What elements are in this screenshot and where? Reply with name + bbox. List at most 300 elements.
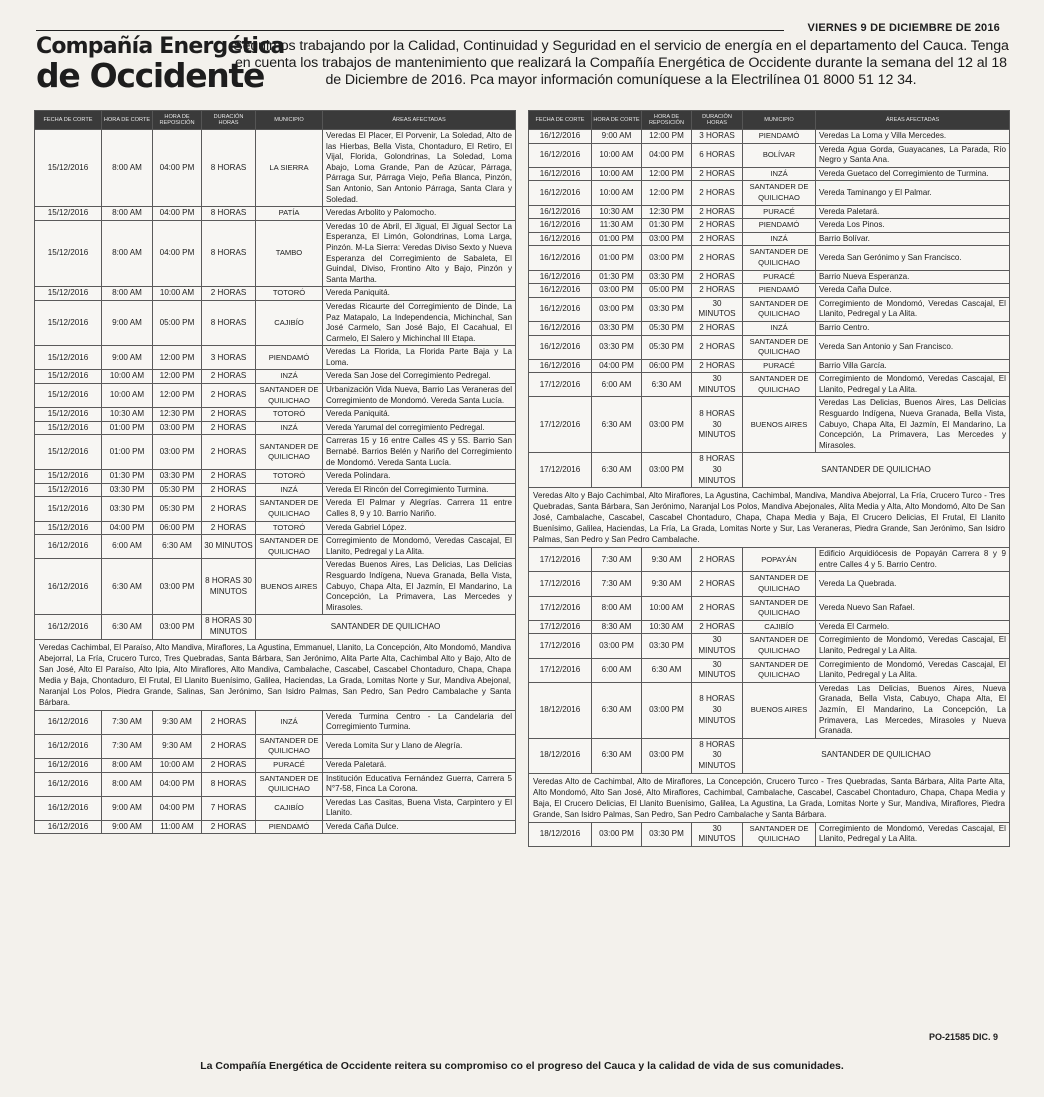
restore-time: 03:30 PM xyxy=(642,634,692,658)
table-row xyxy=(529,453,1010,488)
restore-time: 9:30 AM xyxy=(642,548,692,572)
affected-areas: Corregimiento de Mondomó, Veredas Cascajal, El Llanito, Pedregal y La Alita. xyxy=(816,297,1010,321)
table-row xyxy=(35,521,516,535)
cut-time: 03:30 PM xyxy=(102,497,153,521)
duration: 8 HORAS xyxy=(202,130,256,207)
cut-time: 6:00 AM xyxy=(592,373,642,397)
cut-time: 01:30 PM xyxy=(102,470,153,484)
col-header-duration: DURACIÓN HORAS xyxy=(692,111,743,130)
restore-time: 04:00 PM xyxy=(153,130,202,207)
table-row xyxy=(35,470,516,484)
cut-date: 17/12/2016 xyxy=(529,397,592,453)
cut-time: 10:00 AM xyxy=(592,167,642,181)
duration: 30 MINUTOS xyxy=(692,658,743,682)
col-header-start: HORA DE CORTE xyxy=(592,111,642,130)
cut-time: 8:00 AM xyxy=(102,130,153,207)
duration: 2 HORAS xyxy=(202,384,256,408)
company-logo xyxy=(36,34,285,95)
restore-time: 12:00 PM xyxy=(642,181,692,205)
duration: 2 HORAS xyxy=(692,167,743,181)
duration: 2 HORAS xyxy=(202,287,256,301)
cut-time: 7:30 AM xyxy=(592,572,642,596)
cut-date: 16/12/2016 xyxy=(529,167,592,181)
affected-areas: Barrio Villa García. xyxy=(816,359,1010,373)
cut-date: 16/12/2016 xyxy=(529,205,592,219)
restore-time: 9:30 AM xyxy=(153,710,202,734)
table-row xyxy=(35,421,516,435)
duration: 2 HORAS xyxy=(692,246,743,270)
affected-areas: Veredas La Florida, La Florida Parte Baja y La Loma. xyxy=(323,346,516,370)
table-row xyxy=(529,219,1010,233)
table-row xyxy=(35,758,516,772)
cut-date: 16/12/2016 xyxy=(529,232,592,246)
affected-areas: Vereda Yarumal del corregimiento Pedregal. xyxy=(323,421,516,435)
municipality: SANTANDER DE QUILICHAO xyxy=(256,384,323,408)
restore-time: 6:30 AM xyxy=(153,535,202,559)
cut-time: 8:00 AM xyxy=(102,758,153,772)
cut-date: 15/12/2016 xyxy=(35,470,102,484)
duration: 2 HORAS xyxy=(202,470,256,484)
affected-areas: Vereda Paletará. xyxy=(323,758,516,772)
duration: 7 HORAS xyxy=(202,796,256,820)
table-row xyxy=(529,596,1010,620)
municipality: SANTANDER DE QUILICHAO xyxy=(743,822,816,846)
cut-time: 8:00 AM xyxy=(102,220,153,287)
duration: 6 HORAS xyxy=(692,143,743,167)
restore-time: 9:30 AM xyxy=(153,734,202,758)
duration: 8 HORAS xyxy=(202,300,256,345)
col-header-municipality: MUNICIPIO xyxy=(743,111,816,130)
duration: 2 HORAS xyxy=(202,734,256,758)
cut-date: 16/12/2016 xyxy=(35,796,102,820)
affected-areas: Veredas Arbolito y Palomocho. xyxy=(323,207,516,221)
restore-time: 12:30 PM xyxy=(153,408,202,422)
cut-time: 9:00 AM xyxy=(102,796,153,820)
affected-areas: Corregimiento de Mondomó, Veredas Cascajal, El Llanito, Pedregal y La Alita. xyxy=(816,822,1010,846)
duration: 8 HORAS xyxy=(202,220,256,287)
restore-time: 03:30 PM xyxy=(642,270,692,284)
duration: 2 HORAS xyxy=(202,521,256,535)
cut-time: 8:00 AM xyxy=(102,772,153,796)
affected-areas: Urbanización Vida Nueva, Barrio Las Veraneras del Corregimiento de Mondomó. Vereda Santa Lucía. xyxy=(323,384,516,408)
table-row xyxy=(35,559,516,615)
table-row xyxy=(529,682,1010,738)
restore-time: 03:30 PM xyxy=(153,470,202,484)
duration: 3 HORAS xyxy=(692,130,743,144)
duration: 2 HORAS xyxy=(692,284,743,298)
municipality: PIENDAMÓ xyxy=(256,820,323,834)
table-row xyxy=(529,232,1010,246)
restore-time: 05:30 PM xyxy=(642,335,692,359)
municipality: SANTANDER DE QUILICHAO xyxy=(256,497,323,521)
restore-time: 06:00 PM xyxy=(642,359,692,373)
affected-areas: Veredas Las Delicias, Buenos Aires, Nueva Granada, Bella Vista, Cabuyo, Chapa Alta, El Jazmín, El Mandarino, La Concepción, La Primavera, Las Mercedes, Mirasoles y Nueva Granada. xyxy=(816,682,1010,738)
table-row xyxy=(35,497,516,521)
restore-time: 12:30 PM xyxy=(642,205,692,219)
cut-time: 03:30 PM xyxy=(102,483,153,497)
restore-time: 12:00 PM xyxy=(153,384,202,408)
cut-time: 8:00 AM xyxy=(102,207,153,221)
municipality: BUENOS AIRES xyxy=(743,682,816,738)
municipality: SANTANDER DE QUILICHAO xyxy=(256,734,323,758)
municipality: INZÁ xyxy=(743,167,816,181)
municipality: LA SIERRA xyxy=(256,130,323,207)
cut-date: 15/12/2016 xyxy=(35,300,102,345)
restore-time: 03:30 PM xyxy=(642,297,692,321)
cut-time: 04:00 PM xyxy=(102,521,153,535)
cut-date: 15/12/2016 xyxy=(35,521,102,535)
affected-areas: Vereda San Jose del Corregimiento Pedregal. xyxy=(323,370,516,384)
municipality: CAJIBÍO xyxy=(743,620,816,634)
cut-date: 17/12/2016 xyxy=(529,572,592,596)
restore-time: 05:00 PM xyxy=(642,284,692,298)
affected-areas: Vereda Polindara. xyxy=(323,470,516,484)
restore-time: 05:30 PM xyxy=(642,321,692,335)
restore-time: 03:00 PM xyxy=(153,615,202,639)
municipality: SANTANDER DE QUILICHAO xyxy=(743,738,1010,773)
affected-areas: Vereda Taminango y El Palmar. xyxy=(816,181,1010,205)
cut-date: 16/12/2016 xyxy=(529,284,592,298)
duration: 2 HORAS xyxy=(202,483,256,497)
duration: 2 HORAS xyxy=(692,596,743,620)
duration: 30 MINUTOS xyxy=(202,535,256,559)
table-row xyxy=(529,620,1010,634)
municipality: BUENOS AIRES xyxy=(743,397,816,453)
table-row xyxy=(529,130,1010,144)
cut-time: 7:30 AM xyxy=(592,548,642,572)
restore-time: 12:00 PM xyxy=(642,130,692,144)
table-row xyxy=(35,287,516,301)
cut-date: 16/12/2016 xyxy=(35,772,102,796)
cut-date: 15/12/2016 xyxy=(35,384,102,408)
restore-time: 12:00 PM xyxy=(153,346,202,370)
col-header-duration: DURACIÓN HORAS xyxy=(202,111,256,130)
cut-date: 15/12/2016 xyxy=(35,435,102,470)
municipality: SANTANDER DE QUILICHAO xyxy=(743,181,816,205)
duration: 2 HORAS xyxy=(202,370,256,384)
restore-time: 05:30 PM xyxy=(153,497,202,521)
municipality: TOTORÓ xyxy=(256,521,323,535)
restore-time: 03:00 PM xyxy=(642,682,692,738)
restore-time: 04:00 PM xyxy=(642,143,692,167)
cut-date: 16/12/2016 xyxy=(35,758,102,772)
cut-time: 01:00 PM xyxy=(592,246,642,270)
cut-date: 15/12/2016 xyxy=(35,370,102,384)
duration: 2 HORAS xyxy=(692,232,743,246)
municipality: PIENDAMÓ xyxy=(256,346,323,370)
cut-time: 9:00 AM xyxy=(592,130,642,144)
municipality: TAMBO xyxy=(256,220,323,287)
affected-areas: Veredas La Loma y Villa Mercedes. xyxy=(816,130,1010,144)
restore-time: 10:30 AM xyxy=(642,620,692,634)
restore-time: 01:30 PM xyxy=(642,219,692,233)
table-row xyxy=(529,181,1010,205)
table-row xyxy=(529,335,1010,359)
cut-date: 16/12/2016 xyxy=(529,219,592,233)
cut-time: 01:30 PM xyxy=(592,270,642,284)
affected-areas: Vereda San Gerónimo y San Francisco. xyxy=(816,246,1010,270)
schedule-column-left xyxy=(34,110,516,834)
table-row xyxy=(35,384,516,408)
duration: 8 HORAS 30 MINUTOS xyxy=(692,682,743,738)
table-row xyxy=(529,373,1010,397)
restore-time: 04:00 PM xyxy=(153,772,202,796)
affected-areas: Vereda San Antonio y San Francisco. xyxy=(816,335,1010,359)
cut-time: 6:30 AM xyxy=(592,682,642,738)
municipality: CAJIBÍO xyxy=(256,300,323,345)
cut-time: 9:00 AM xyxy=(102,300,153,345)
duration: 2 HORAS xyxy=(692,321,743,335)
duration: 8 HORAS 30 MINUTOS xyxy=(202,615,256,639)
table-row xyxy=(529,738,1010,773)
cut-date: 16/12/2016 xyxy=(35,559,102,615)
cut-date: 16/12/2016 xyxy=(529,335,592,359)
col-header-areas: ÁREAS AFECTADAS xyxy=(816,111,1010,130)
cut-time: 03:00 PM xyxy=(592,297,642,321)
cut-time: 6:30 AM xyxy=(592,738,642,773)
table-row xyxy=(529,321,1010,335)
table-row xyxy=(529,634,1010,658)
cut-time: 03:00 PM xyxy=(592,634,642,658)
cut-date: 16/12/2016 xyxy=(529,297,592,321)
cut-date: 16/12/2016 xyxy=(35,710,102,734)
cut-date: 16/12/2016 xyxy=(529,359,592,373)
cut-date: 18/12/2016 xyxy=(529,682,592,738)
duration: 8 HORAS xyxy=(202,772,256,796)
duration: 8 HORAS 30 MINUTOS xyxy=(692,453,743,488)
cut-date: 18/12/2016 xyxy=(529,822,592,846)
table-row xyxy=(35,300,516,345)
cut-time: 8:00 AM xyxy=(592,596,642,620)
restore-time: 12:00 PM xyxy=(642,167,692,181)
cut-date: 16/12/2016 xyxy=(529,130,592,144)
affected-areas: Veredas El Placer, El Porvenir, La Soledad, Alto de las Hierbas, Bella Vista, Chontaduro, El Retiro, El Vijal, Florida, Golondrinas, La Soledad, Loma Abajo, Loma Grande, Pan de Azúcar, Párraga, Párraga Sur, Párraga Viejo, Peña Blanca, Pinzón, San Antonio, San Antonio Párraga, Santa Clara y Soledad. xyxy=(323,130,516,207)
reference-code: PO-21585 DIC. 9 xyxy=(928,1032,998,1042)
municipality: TOTORÓ xyxy=(256,408,323,422)
cut-time: 01:00 PM xyxy=(102,421,153,435)
duration: 2 HORAS xyxy=(692,335,743,359)
restore-time: 11:00 AM xyxy=(153,820,202,834)
cut-time: 10:30 AM xyxy=(102,408,153,422)
cut-date: 15/12/2016 xyxy=(35,497,102,521)
table-row xyxy=(35,220,516,287)
cut-time: 03:00 PM xyxy=(592,284,642,298)
cut-date: 17/12/2016 xyxy=(529,620,592,634)
duration: 2 HORAS xyxy=(692,270,743,284)
affected-areas-note: Veredas Cachimbal, El Paraíso, Alto Mandiva, Miraflores, La Agustina, Emmanuel, Llanito, La Concepción, Alto Mondomó, Mandiva Abejorral, La Fría, Crucero Turco, Tres Quebradas, Santa Bárbara, San Jerónimo, Alita Parte Alta, Cachimbal Alto y Bajo, Alto de San José, Alto El Paraíso, Alto Ipia, Alto Miraflores, Alto Mandiva, Cambalache, Cascabel, Cascabel Chontaduro, Chapa, Chapa Media y Baja, Chontaduro, El Frutal, El Llanito Buenísimo, Galilea, Haciendas, La Grada, Lomitas Norte y Sur, Mandiva Abejonal, Naranjal Los Polos, Piedra Grande, Salinas, San Jerónimo, San Isidro Palmas, San Pedro, San Pedro Cambalache y Santa Bárbara. xyxy=(35,639,516,710)
table-row xyxy=(529,773,1010,822)
table-row xyxy=(35,483,516,497)
cut-time: 6:30 AM xyxy=(102,559,153,615)
schedule-table-left xyxy=(34,110,516,834)
affected-areas: Vereda Paniquitá. xyxy=(323,287,516,301)
municipality: PURACÉ xyxy=(743,205,816,219)
col-header-municipality: MUNICIPIO xyxy=(256,111,323,130)
cut-date: 17/12/2016 xyxy=(529,548,592,572)
municipality: PURACÉ xyxy=(743,270,816,284)
affected-areas: Vereda Caña Dulce. xyxy=(816,284,1010,298)
table-row xyxy=(35,734,516,758)
affected-areas: Veredas Ricaurte del Corregimiento de Dinde, La Paz Matapalo, La Independencia, Michinchal, San José Carmelo, San José Bajo, El Cacahual, El Carmelo, El Salero y Michinchal III Etapa. xyxy=(323,300,516,345)
municipality: TOTORÓ xyxy=(256,287,323,301)
table-row xyxy=(35,130,516,207)
cut-date: 16/12/2016 xyxy=(529,321,592,335)
cut-time: 10:00 AM xyxy=(102,370,153,384)
municipality: INZÁ xyxy=(256,370,323,384)
cut-date: 16/12/2016 xyxy=(529,143,592,167)
cut-date: 16/12/2016 xyxy=(35,535,102,559)
table-row xyxy=(35,346,516,370)
table-row xyxy=(35,535,516,559)
table-row xyxy=(529,297,1010,321)
duration: 2 HORAS xyxy=(692,548,743,572)
cut-time: 9:00 AM xyxy=(102,820,153,834)
table-row xyxy=(35,796,516,820)
affected-areas: Vereda Caña Dulce. xyxy=(323,820,516,834)
table-row xyxy=(529,205,1010,219)
table-row xyxy=(35,207,516,221)
col-header-date: FECHA DE CORTE xyxy=(35,111,102,130)
affected-areas: Corregimiento de Mondomó, Veredas Cascajal, El Llanito, Pedregal y La Alita. xyxy=(816,634,1010,658)
schedule-column-right xyxy=(528,110,1010,847)
municipality: INZÁ xyxy=(743,232,816,246)
restore-time: 04:00 PM xyxy=(153,796,202,820)
cut-time: 01:00 PM xyxy=(592,232,642,246)
affected-areas: Veredas Buenos Aires, Las Delicias, Las Delicias Resguardo Indígena, Nueva Granada, Bella Vista, Cabuyo, Chapa Alta, El Jazmín, El Mandarino, La Concepción, La Primavera, Las Mercedes y Mirasoles. xyxy=(323,559,516,615)
table-row xyxy=(529,488,1010,548)
cut-time: 03:30 PM xyxy=(592,321,642,335)
cut-time: 10:00 AM xyxy=(592,181,642,205)
table-row xyxy=(529,167,1010,181)
restore-time: 12:00 PM xyxy=(153,370,202,384)
restore-time: 6:30 AM xyxy=(642,373,692,397)
cut-date: 16/12/2016 xyxy=(35,615,102,639)
municipality: SANTANDER DE QUILICHAO xyxy=(743,297,816,321)
cut-time: 01:00 PM xyxy=(102,435,153,470)
duration: 2 HORAS xyxy=(202,710,256,734)
municipality: SANTANDER DE QUILICHAO xyxy=(743,596,816,620)
affected-areas: Vereda Paletará. xyxy=(816,205,1010,219)
municipality: SANTANDER DE QUILICHAO xyxy=(256,535,323,559)
cut-time: 6:00 AM xyxy=(102,535,153,559)
affected-areas: Edificio Arquidiócesis de Popayán Carrera 8 y 9 entre Calles 4 y 5. Barrio Centro. xyxy=(816,548,1010,572)
municipality: PIENDAMÓ xyxy=(743,130,816,144)
cut-time: 10:00 AM xyxy=(592,143,642,167)
affected-areas: Vereda Turmina Centro - La Candelaria del Corregimiento Turmina. xyxy=(323,710,516,734)
table-row xyxy=(529,822,1010,846)
restore-time: 05:30 PM xyxy=(153,483,202,497)
municipality: SANTANDER DE QUILICHAO xyxy=(743,634,816,658)
municipality: CAJIBÍO xyxy=(256,796,323,820)
restore-time: 03:00 PM xyxy=(153,559,202,615)
municipality: PURACÉ xyxy=(743,359,816,373)
logo-line-1: Compañía Energética xyxy=(36,34,285,59)
cut-time: 8:30 AM xyxy=(592,620,642,634)
restore-time: 10:00 AM xyxy=(642,596,692,620)
duration: 30 MINUTOS xyxy=(692,634,743,658)
municipality: PIENDAMÓ xyxy=(743,284,816,298)
municipality: INZÁ xyxy=(743,321,816,335)
cut-date: 15/12/2016 xyxy=(35,207,102,221)
cut-time: 9:00 AM xyxy=(102,346,153,370)
restore-time: 10:00 AM xyxy=(153,758,202,772)
restore-time: 03:00 PM xyxy=(642,397,692,453)
duration: 8 HORAS 30 MINUTOS xyxy=(692,738,743,773)
cut-date: 16/12/2016 xyxy=(35,820,102,834)
publication-date: VIERNES 9 DE DICIEMBRE DE 2016 xyxy=(807,22,1000,34)
cut-date: 17/12/2016 xyxy=(529,373,592,397)
affected-areas: Vereda Agua Gorda, Guayacanes, La Parada, Río Negro y Santa Ana. xyxy=(816,143,1010,167)
cut-date: 15/12/2016 xyxy=(35,408,102,422)
duration: 2 HORAS xyxy=(202,421,256,435)
duration: 2 HORAS xyxy=(202,435,256,470)
restore-time: 03:00 PM xyxy=(153,435,202,470)
cut-date: 15/12/2016 xyxy=(35,287,102,301)
municipality: BUENOS AIRES xyxy=(256,559,323,615)
affected-areas-note: Veredas Alto y Bajo Cachimbal, Alto Miraflores, La Agustina, Cachimbal, Mandiva, Mandiva Abejorral, La Fría, Crucero Turco - Tres Quebradas, Santa Bárbara, San Jerónimo, Naranjal Los Polos, Mandiva Abejonales, Alita Media y Alta, Alto Mondomó, Alto De San José, Cambalache, Cascabel, Cascabel Chontaduro, Chapa, Chapa Media y Baja, El Crucero Delicias, El Frutal, El Llanito Buenísimo, Galilea, Haciendas, La Fría, La Grada, Lomitas Norte y Sur, Las Veraneras, Piedra Grande, San Jerónimo, San Isidro Palmas, San Pedro y San Pedro Cambalache. xyxy=(529,488,1010,548)
municipality: SANTANDER DE QUILICHAO xyxy=(743,335,816,359)
cut-date: 16/12/2016 xyxy=(529,246,592,270)
municipality: BOLÍVAR xyxy=(743,143,816,167)
affected-areas: Vereda Nuevo San Rafael. xyxy=(816,596,1010,620)
affected-areas: Vereda Gabriel López. xyxy=(323,521,516,535)
municipality: SANTANDER DE QUILICHAO xyxy=(256,435,323,470)
affected-areas: Carreras 15 y 16 entre Calles 4S y 5S. Barrio San Bernabé. Barrios Belén y Nariño del Corregimiento de Mondomó. Vereda Santa Lucía. xyxy=(323,435,516,470)
municipality: TOTORÓ xyxy=(256,470,323,484)
restore-time: 03:00 PM xyxy=(153,421,202,435)
duration: 2 HORAS xyxy=(692,359,743,373)
affected-areas: Corregimiento de Mondomó, Veredas Cascajal, El Llanito, Pedregal y La Alita. xyxy=(816,658,1010,682)
cut-date: 18/12/2016 xyxy=(529,738,592,773)
affected-areas: Vereda Paniquitá. xyxy=(323,408,516,422)
table-row xyxy=(529,270,1010,284)
logo-line-2: de Occidente xyxy=(36,56,265,95)
restore-time: 9:30 AM xyxy=(642,572,692,596)
col-header-start: HORA DE CORTE xyxy=(102,111,153,130)
affected-areas: Vereda Guetaco del Corregimiento de Turmina. xyxy=(816,167,1010,181)
footer-statement: La Compañía Energética de Occidente reitera su compromiso co el progreso del Cauca y la calidad de vida de sus comunidades. xyxy=(200,1060,844,1072)
restore-time: 03:00 PM xyxy=(642,232,692,246)
table-row xyxy=(529,658,1010,682)
duration: 2 HORAS xyxy=(202,408,256,422)
cut-time: 03:00 PM xyxy=(592,822,642,846)
municipality: SANTANDER DE QUILICHAO xyxy=(743,572,816,596)
table-row xyxy=(35,615,516,639)
municipality: SANTANDER DE QUILICHAO xyxy=(743,658,816,682)
duration: 2 HORAS xyxy=(692,572,743,596)
table-row xyxy=(35,710,516,734)
col-header-date: FECHA DE CORTE xyxy=(529,111,592,130)
table-row xyxy=(529,359,1010,373)
duration: 2 HORAS xyxy=(202,820,256,834)
cut-time: 10:00 AM xyxy=(102,384,153,408)
col-header-areas: ÁREAS AFECTADAS xyxy=(323,111,516,130)
cut-time: 03:30 PM xyxy=(592,335,642,359)
cut-time: 6:30 AM xyxy=(102,615,153,639)
affected-areas: Barrio Nueva Esperanza. xyxy=(816,270,1010,284)
duration: 2 HORAS xyxy=(202,497,256,521)
cut-date: 15/12/2016 xyxy=(35,220,102,287)
municipality: SANTANDER DE QUILICHAO xyxy=(256,772,323,796)
affected-areas: Veredas Las Casitas, Buena Vista, Carpintero y El Llanito. xyxy=(323,796,516,820)
intro-text: Seguimos trabajando por la Calidad, Continuidad y Seguridad en el servicio de energía en el departamento del Cauca. Tenga en cuenta los trabajos de mantenimiento que realizará la Compañía Energética de Occidente durante la semana del 12 al 18 de Diciembre de 2016. Pca mayor información comuníquese a la Electrilínea 01 8000 51 12 34. xyxy=(233,38,1009,88)
municipality: SANTANDER DE QUILICHAO xyxy=(743,246,816,270)
municipality: INZÁ xyxy=(256,421,323,435)
cut-time: 7:30 AM xyxy=(102,710,153,734)
table-row xyxy=(35,408,516,422)
cut-date: 15/12/2016 xyxy=(35,130,102,207)
restore-time: 10:00 AM xyxy=(153,287,202,301)
